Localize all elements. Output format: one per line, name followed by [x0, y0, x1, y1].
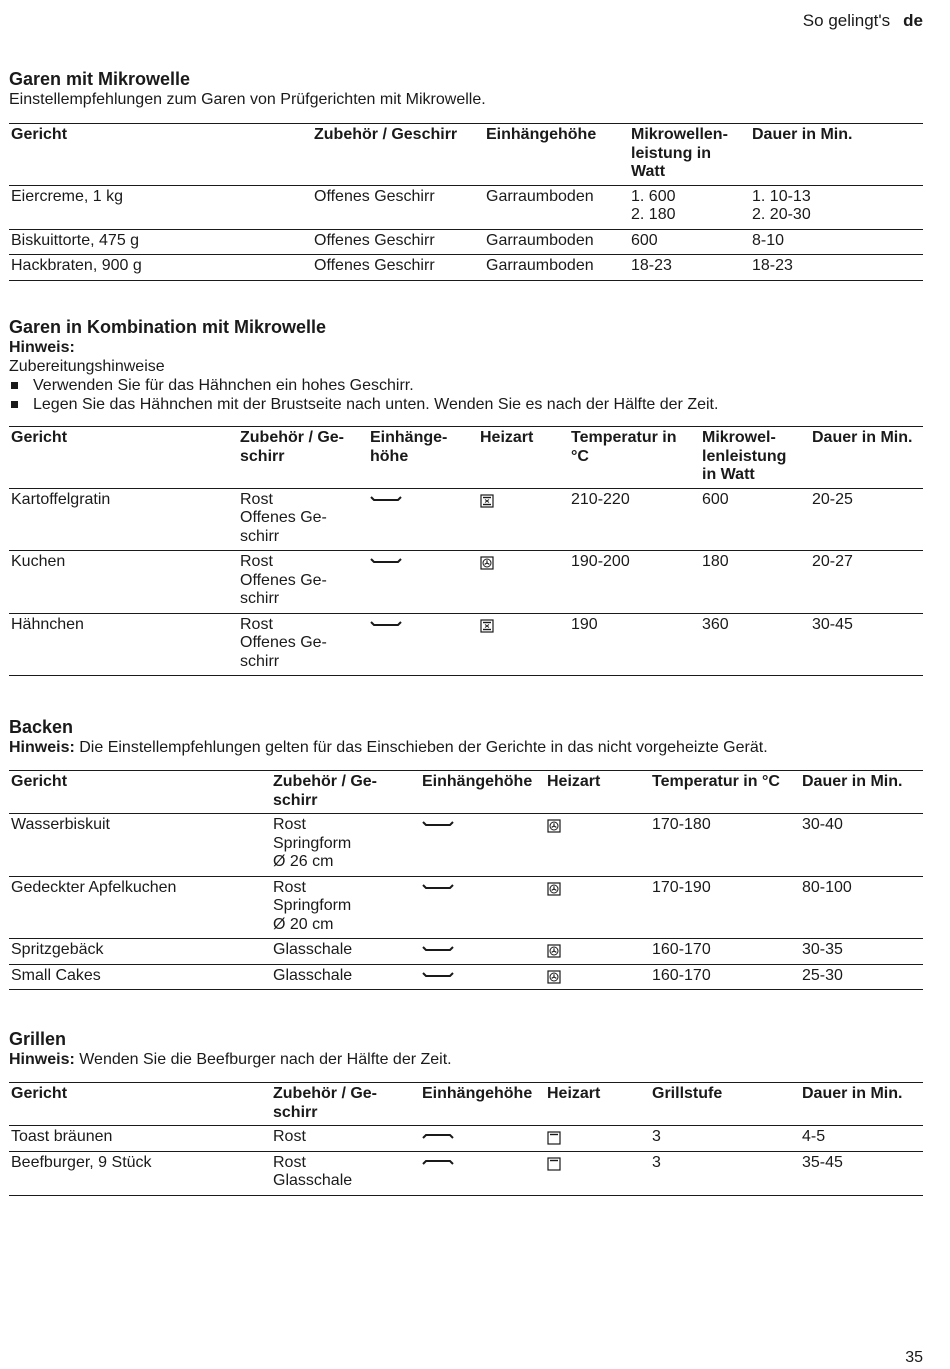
- temperature-cell: 160-170: [652, 966, 711, 984]
- time-cell: 30-45: [812, 615, 853, 633]
- accessory-cell-line: Rost: [240, 490, 273, 508]
- dish-cell: Wasserbiskuit: [11, 816, 110, 833]
- column-header-power: Mikrowel- lenleistung in Watt: [702, 429, 787, 483]
- power-cell: [629, 255, 750, 281]
- accessory-cell-line: Rost: [273, 878, 306, 896]
- temperature-cell: 190: [571, 615, 598, 633]
- temperature-cell: 170-180: [652, 816, 711, 833]
- shelf-level-1-icon: [422, 882, 543, 892]
- hot-air-fan-icon: [547, 944, 648, 958]
- time-cell: [750, 255, 923, 281]
- note-subtitle: Zubereitungshinweise: [9, 358, 165, 375]
- hot-air-fan-icon: [480, 556, 567, 570]
- temperature-cell: 190-200: [571, 553, 630, 570]
- accessory-cell: [238, 551, 368, 614]
- power-cell-line: 18-23: [631, 257, 672, 274]
- grill-stage-cell: 3: [652, 1128, 661, 1145]
- section-title: Grillen: [9, 1029, 67, 1049]
- note-item: Legen Sie das Hähnchen mit der Brustseite nach unten. Wenden Sie es nach der Hälfte der Zeit.: [9, 395, 923, 414]
- accessory-cell: Offenes Geschirr: [314, 257, 435, 274]
- page-number: 35: [905, 1349, 923, 1366]
- shelf-level-1-icon: [370, 556, 476, 566]
- note: [9, 738, 923, 757]
- heat-icon-cell: [545, 964, 650, 990]
- column-header-heating: Heizart: [547, 1085, 601, 1102]
- accessory-cell: [271, 814, 420, 877]
- column-header-grill-stage: Grillstufe: [652, 1085, 723, 1102]
- note-text: Wenden Sie die Beefburger nach der Hälfte der Zeit.: [74, 1051, 452, 1068]
- microwave-table: [9, 123, 923, 281]
- time-cell-line: 8-10: [752, 231, 785, 249]
- accessory-cell-line: Offenes Ge-: [240, 634, 327, 651]
- time-cell: 30-35: [802, 941, 843, 958]
- accessory-cell: Offenes Geschirr: [314, 187, 435, 205]
- level-cell: Garraumboden: [486, 257, 594, 274]
- column-header-power: Mikrowellen- leistung in Watt: [631, 126, 728, 180]
- note-label: Hinweis:: [9, 339, 75, 356]
- column-header-time: Dauer in Min.: [802, 1085, 903, 1102]
- accessory-cell: [271, 876, 420, 939]
- accessory-cell-line: Offenes Ge-: [240, 571, 327, 589]
- section-grill: [9, 1028, 923, 1196]
- power-cell-line: 1. 600: [631, 187, 676, 205]
- power-cell: 180: [702, 553, 729, 570]
- accessory-cell: [271, 1151, 420, 1195]
- column-header-level: Einhänge- höhe: [370, 429, 448, 465]
- time-cell: 35-45: [802, 1153, 843, 1171]
- column-header-temperature: Temperatur in °C: [571, 429, 677, 465]
- time-cell: 30-40: [802, 816, 843, 833]
- hot-air-fan-icon: [547, 819, 648, 833]
- top-bottom-heat-icon: [480, 494, 567, 508]
- accessory-cell-line: Ø 20 cm: [273, 915, 334, 933]
- table-row: [9, 1151, 923, 1195]
- table-row: [9, 613, 923, 676]
- accessory-cell-line: Ø 26 cm: [273, 853, 334, 870]
- accessory-cell: [238, 488, 368, 551]
- accessory-cell-line: schirr: [240, 590, 280, 607]
- level-icon-cell: [368, 613, 478, 676]
- section-title: Backen: [9, 717, 74, 737]
- shelf-level-1-icon: [422, 819, 543, 829]
- running-header: [803, 11, 923, 31]
- section-title: Garen mit Mikrowelle: [9, 69, 191, 89]
- temperature-cell: 160-170: [652, 941, 711, 958]
- dish-cell: Gedeckter Apfelkuchen: [11, 878, 177, 896]
- heat-icon-cell: [545, 1151, 650, 1195]
- accessory-cell-line: Rost: [240, 615, 273, 633]
- time-cell: 25-30: [802, 966, 843, 984]
- table-row: [9, 1126, 923, 1152]
- column-header-level: Einhängehöhe: [422, 1085, 533, 1102]
- grill-table: [9, 1082, 923, 1196]
- shelf-level-3-icon: [422, 1157, 543, 1167]
- accessory-cell-line: Glasschale: [273, 1172, 353, 1189]
- time-cell-line: 1. 10-13: [752, 187, 811, 205]
- table-header-row: [9, 1083, 923, 1126]
- time-cell-line: 18-23: [752, 257, 793, 274]
- level-icon-cell: [420, 814, 545, 877]
- level-cell: Garraumboden: [486, 187, 594, 205]
- column-header-dish: Gericht: [11, 773, 68, 790]
- baking-table: [9, 770, 923, 990]
- heat-icon-cell: [545, 939, 650, 965]
- note-text: Die Einstellempfehlungen gelten für das Einschieben der Gerichte in das nicht vorgeheizte Gerät.: [74, 739, 768, 756]
- accessory-cell-line: schirr: [240, 652, 280, 670]
- level-icon-cell: [420, 964, 545, 990]
- column-header-level: Einhängehöhe: [422, 773, 533, 790]
- time-cell: 20-27: [812, 553, 853, 570]
- table-row: [9, 229, 923, 255]
- accessory-cell: [238, 613, 368, 676]
- column-header-time: Dauer in Min.: [812, 429, 913, 446]
- temperature-cell: 170-190: [652, 878, 711, 896]
- heat-icon-cell: [545, 876, 650, 939]
- heat-icon-cell: [545, 1126, 650, 1152]
- level-icon-cell: [420, 876, 545, 939]
- accessory-cell-line: Glasschale: [273, 941, 353, 958]
- accessory-cell-line: Springform: [273, 897, 352, 914]
- power-cell: [629, 229, 750, 255]
- accessory-cell-line: Rost: [273, 816, 306, 833]
- level-icon-cell: [368, 551, 478, 614]
- column-header-accessory: Zubehör / Ge- schirr: [273, 773, 377, 809]
- accessory-cell-line: Glasschale: [273, 966, 353, 984]
- shelf-level-1-icon: [370, 494, 476, 504]
- accessory-cell-line: Rost: [273, 1128, 306, 1145]
- note-label: Hinweis:: [9, 739, 75, 756]
- table-row: [9, 814, 923, 877]
- note: [9, 1050, 923, 1069]
- grill-icon: [547, 1131, 648, 1145]
- column-header-accessory: Zubehör / Ge- schirr: [240, 429, 344, 465]
- dish-cell: Biskuittorte, 475 g: [11, 231, 140, 249]
- shelf-level-3-icon: [422, 1131, 543, 1141]
- time-cell-line: 2. 20-30: [752, 206, 811, 223]
- time-cell: 20-25: [812, 490, 853, 508]
- hot-air-fan-icon: [547, 970, 648, 984]
- dish-cell: Small Cakes: [11, 966, 101, 984]
- level-cell: Garraumboden: [486, 231, 594, 249]
- dish-cell: Eiercreme, 1 kg: [11, 187, 124, 205]
- level-icon-cell: [420, 1151, 545, 1195]
- column-header-dish: Gericht: [11, 1085, 68, 1102]
- table-row: [9, 939, 923, 965]
- dish-cell: Kartoffelgratin: [11, 490, 111, 508]
- table-row: [9, 185, 923, 229]
- dish-cell: Toast bräunen: [11, 1128, 113, 1145]
- header-title: So gelingt's: [802, 11, 891, 30]
- heat-icon-cell: [478, 488, 569, 551]
- section-intro: Einstellempfehlungen zum Garen von Prüfgerichten mit Mikrowelle.: [9, 91, 486, 108]
- section-combination: [9, 316, 923, 676]
- accessory-cell-line: schirr: [240, 527, 280, 545]
- power-cell: 360: [702, 615, 729, 633]
- level-icon-cell: [420, 1126, 545, 1152]
- table-row: [9, 876, 923, 939]
- section-title: Garen in Kombination mit Mikrowelle: [9, 317, 327, 337]
- table-header-row: [9, 124, 923, 186]
- accessory-cell: [271, 939, 420, 965]
- section-microwave: [9, 68, 923, 281]
- table-row: [9, 964, 923, 990]
- accessory-cell-line: Rost: [273, 1153, 306, 1171]
- column-header-accessory: Zubehör / Geschirr: [314, 126, 458, 143]
- time-cell: 80-100: [802, 878, 852, 896]
- time-cell: [750, 229, 923, 255]
- accessory-cell: [271, 964, 420, 990]
- column-header-accessory: Zubehör / Ge- schirr: [273, 1085, 377, 1121]
- column-header-dish: Gericht: [11, 126, 68, 143]
- heat-icon-cell: [478, 613, 569, 676]
- column-header-time: Dauer in Min.: [802, 773, 903, 790]
- hot-air-fan-icon: [547, 882, 648, 896]
- section-baking: [9, 716, 923, 990]
- note-list: [9, 376, 923, 414]
- accessory-cell: [271, 1126, 420, 1152]
- grill-icon: [547, 1157, 648, 1171]
- dish-cell: Spritzgebäck: [11, 941, 104, 958]
- level-icon-cell: [420, 939, 545, 965]
- accessory-cell-line: Springform: [273, 834, 352, 852]
- grill-stage-cell: 3: [652, 1153, 661, 1171]
- column-header-level: Einhängehöhe: [486, 126, 597, 143]
- power-cell-line: 2. 180: [631, 206, 676, 223]
- dish-cell: Hähnchen: [11, 615, 84, 633]
- temperature-cell: 210-220: [571, 490, 630, 508]
- column-header-time: Dauer in Min.: [752, 126, 853, 143]
- power-cell: 600: [702, 490, 729, 508]
- dish-cell: Kuchen: [11, 553, 66, 570]
- power-cell: [629, 185, 750, 229]
- time-cell: [750, 185, 923, 229]
- combination-table: [9, 426, 923, 676]
- table-header-row: [9, 771, 923, 814]
- shelf-level-1-icon: [422, 970, 543, 980]
- column-header-heating: Heizart: [547, 773, 601, 790]
- top-bottom-heat-icon: [480, 619, 567, 633]
- column-header-heating: Heizart: [480, 429, 534, 446]
- dish-cell: Hackbraten, 900 g: [11, 257, 142, 274]
- accessory-cell-line: Rost: [240, 553, 273, 570]
- power-cell-line: 600: [631, 231, 658, 249]
- note-item: Verwenden Sie für das Hähnchen ein hohes Geschirr.: [9, 376, 923, 395]
- heat-icon-cell: [478, 551, 569, 614]
- header-language: de: [903, 11, 923, 30]
- accessory-cell-line: Offenes Ge-: [240, 509, 327, 526]
- time-cell: 4-5: [802, 1128, 826, 1145]
- column-header-temperature: Temperatur in °C: [652, 773, 780, 790]
- table-header-row: [9, 427, 923, 489]
- table-row: [9, 255, 923, 281]
- dish-cell: Beefburger, 9 Stück: [11, 1153, 152, 1171]
- accessory-cell: Offenes Geschirr: [314, 231, 435, 249]
- table-row: [9, 488, 923, 551]
- note-label: Hinweis:: [9, 1051, 75, 1068]
- level-icon-cell: [368, 488, 478, 551]
- shelf-level-1-icon: [422, 944, 543, 954]
- table-row: [9, 551, 923, 614]
- shelf-level-1-icon: [370, 619, 476, 629]
- column-header-dish: Gericht: [11, 429, 68, 446]
- heat-icon-cell: [545, 814, 650, 877]
